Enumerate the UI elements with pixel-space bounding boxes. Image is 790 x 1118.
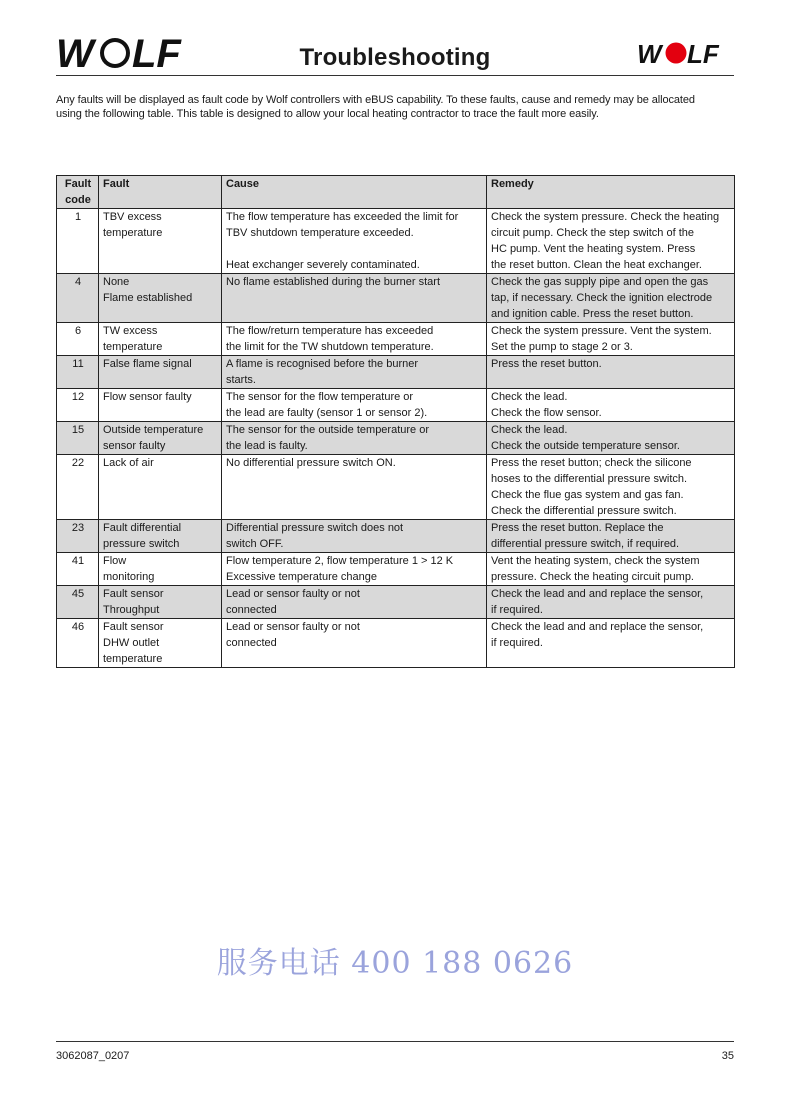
header-remedy: Remedy <box>487 176 735 209</box>
table-row <box>57 586 735 619</box>
table-header-row <box>57 176 735 209</box>
fault-code-cell: 6 <box>57 323 99 356</box>
remedy-line: Check the lead and and replace the sensor, <box>491 621 704 633</box>
table-row <box>57 520 735 553</box>
fault-cell <box>99 553 222 586</box>
intro-text <box>56 93 746 121</box>
remedy-line: hoses to the differential pressure switch. <box>491 473 688 485</box>
cause-line: A flame is recognised before the burner <box>226 358 419 370</box>
fault-code-cell: 15 <box>57 422 99 455</box>
cause-line: switch OFF. <box>226 538 284 550</box>
fault-line: Flow sensor faulty <box>103 391 192 403</box>
header-cause: Cause <box>222 176 487 209</box>
table-row <box>57 209 735 274</box>
cause-line: No differential pressure switch ON. <box>226 457 396 469</box>
remedy-line: pressure. Check the heating circuit pump. <box>491 571 694 583</box>
table-row <box>57 422 735 455</box>
fault-code-cell: 1 <box>57 209 99 274</box>
cause-cell <box>222 455 487 520</box>
intro-line-1: Any faults will be displayed as fault code by Wolf controllers with eBUS capability. To these faults, cause and remedy may be allocated <box>56 94 695 106</box>
remedy-line: the reset button. Clean the heat exchanger. <box>491 259 702 271</box>
cause-line: the limit for the TW shutdown temperature. <box>226 341 434 353</box>
remedy-cell <box>487 586 735 619</box>
fault-cell <box>99 274 222 323</box>
remedy-line: Check the differential pressure switch. <box>491 505 677 517</box>
cause-cell <box>222 553 487 586</box>
fault-cell <box>99 323 222 356</box>
fault-table <box>56 175 735 668</box>
cause-line: The flow/return temperature has exceeded <box>226 325 434 337</box>
cause-line: the lead are faulty (sensor 1 or sensor 2). <box>226 407 428 419</box>
fault-code-cell: 23 <box>57 520 99 553</box>
table-row <box>57 619 735 668</box>
fault-line: temperature <box>103 653 163 665</box>
remedy-line: Press the reset button. Replace the <box>491 522 664 534</box>
header-fault-code <box>57 176 99 209</box>
wolf-logo-red-letters-lf: LF <box>687 40 719 66</box>
cause-line: The flow temperature has exceeded the limit for <box>226 211 459 223</box>
fault-code-cell: 12 <box>57 389 99 422</box>
table-row <box>57 356 735 389</box>
header-rule <box>56 75 734 76</box>
fault-line: sensor faulty <box>103 440 166 452</box>
remedy-cell <box>487 422 735 455</box>
header-fault-code-line-2: code <box>65 194 91 206</box>
cause-line: No flame established during the burner start <box>226 276 441 288</box>
fault-code-cell: 46 <box>57 619 99 668</box>
fault-line: temperature <box>103 341 163 353</box>
remedy-line: Check the outside temperature sensor. <box>491 440 680 452</box>
fault-line: Throughput <box>103 604 160 616</box>
remedy-cell <box>487 274 735 323</box>
remedy-line: Check the system pressure. Check the heating <box>491 211 720 223</box>
remedy-line: Check the lead and and replace the sensor, <box>491 588 704 600</box>
wolf-logo-right <box>637 40 723 71</box>
fault-line: Flow <box>103 555 127 567</box>
remedy-cell <box>487 323 735 356</box>
fault-cell <box>99 455 222 520</box>
header-fault: Fault <box>99 176 222 209</box>
remedy-line: Check the flue gas system and gas fan. <box>491 489 684 501</box>
fault-line: Fault sensor <box>103 621 164 633</box>
remedy-line: Check the system pressure. Vent the system. <box>491 325 712 337</box>
table-row <box>57 389 735 422</box>
watermark-service-phone: 服务电话 400 188 0626 <box>216 946 574 981</box>
remedy-line: and ignition cable. Press the reset button. <box>491 308 694 320</box>
intro-line-2: using the following table. This table is designed to allow your local heating contractor to trace the fault more easily. <box>56 108 599 120</box>
fault-line: Fault differential <box>103 522 182 534</box>
document-number: 3062087_0207 <box>56 1050 130 1062</box>
fault-line: False flame signal <box>103 358 192 370</box>
cause-cell <box>222 422 487 455</box>
table-row <box>57 455 735 520</box>
fault-line: temperature <box>103 227 163 239</box>
fault-code-cell: 45 <box>57 586 99 619</box>
fault-line: monitoring <box>103 571 155 583</box>
cause-cell <box>222 619 487 668</box>
remedy-line: HC pump. Vent the heating system. Press <box>491 243 696 255</box>
fault-line: TBV excess <box>103 211 162 223</box>
cause-line: The sensor for the flow temperature or <box>226 391 414 403</box>
fault-line: DHW outlet <box>103 637 160 649</box>
cause-line: Excessive temperature change <box>226 571 378 583</box>
wolf-logo-red-letter-w: W <box>637 40 662 66</box>
remedy-cell <box>487 209 735 274</box>
table-row <box>57 274 735 323</box>
fault-cell <box>99 209 222 274</box>
remedy-cell <box>487 520 735 553</box>
wolf-logo-graphic-red <box>637 40 723 66</box>
fault-line: pressure switch <box>103 538 180 550</box>
table-row <box>57 553 735 586</box>
cause-line: Flow temperature 2, flow temperature 1 > 12 K <box>226 555 454 567</box>
remedy-line: Set the pump to stage 2 or 3. <box>491 341 633 353</box>
fault-cell <box>99 520 222 553</box>
fault-code-cell: 4 <box>57 274 99 323</box>
cause-cell <box>222 209 487 274</box>
cause-cell <box>222 520 487 553</box>
cause-cell <box>222 356 487 389</box>
cause-line: Lead or sensor faulty or not <box>226 588 360 600</box>
cause-line: the lead is faulty. <box>226 440 308 452</box>
remedy-cell <box>487 619 735 668</box>
fault-line: Fault sensor <box>103 588 164 600</box>
remedy-line: differential pressure switch, if required. <box>491 538 680 550</box>
fault-line: Lack of air <box>103 457 154 469</box>
page-number: 35 <box>721 1050 734 1062</box>
remedy-line: if required. <box>491 604 543 616</box>
fault-cell <box>99 619 222 668</box>
cause-cell <box>222 274 487 323</box>
wolf-logo-red-o <box>666 43 687 64</box>
remedy-line: Check the gas supply pipe and open the gas <box>491 276 709 288</box>
fault-code-cell: 41 <box>57 553 99 586</box>
fault-line: TW excess <box>103 325 158 337</box>
wolf-logo-letter-w: W <box>56 33 94 71</box>
remedy-line: Press the reset button; check the silicone <box>491 457 692 469</box>
fault-cell <box>99 586 222 619</box>
cause-line: connected <box>226 604 277 616</box>
cause-line: Lead or sensor faulty or not <box>226 621 360 633</box>
fault-table-body <box>57 209 735 668</box>
cause-cell <box>222 389 487 422</box>
cause-line <box>226 241 483 257</box>
remedy-line: Vent the heating system, check the system <box>491 555 700 567</box>
remedy-line: Check the lead. <box>491 391 568 403</box>
remedy-line: Press the reset button. <box>491 358 602 370</box>
remedy-line: Check the flow sensor. <box>491 407 602 419</box>
wolf-logo-letters-lf: LF <box>132 33 181 71</box>
page-title: Troubleshooting <box>299 44 491 71</box>
cause-cell <box>222 586 487 619</box>
fault-code-cell: 11 <box>57 356 99 389</box>
remedy-line: circuit pump. Check the step switch of the <box>491 227 694 239</box>
cause-line: starts. <box>226 374 256 386</box>
fault-cell <box>99 422 222 455</box>
fault-line: Outside temperature <box>103 424 204 436</box>
table-row <box>57 323 735 356</box>
remedy-line: Check the lead. <box>491 424 568 436</box>
cause-cell <box>222 323 487 356</box>
remedy-line: tap, if necessary. Check the ignition electrode <box>491 292 713 304</box>
fault-line: None <box>103 276 130 288</box>
fault-code-cell: 22 <box>57 455 99 520</box>
fault-cell <box>99 389 222 422</box>
footer-rule <box>56 1041 734 1042</box>
remedy-cell <box>487 356 735 389</box>
header-fault-code-line-1: Fault <box>64 178 92 190</box>
cause-line: connected <box>226 637 277 649</box>
remedy-line: if required. <box>491 637 543 649</box>
remedy-cell <box>487 389 735 422</box>
fault-cell <box>99 356 222 389</box>
cause-line: Differential pressure switch does not <box>226 522 404 534</box>
cause-line: TBV shutdown temperature exceeded. <box>226 227 414 239</box>
cause-line: Heat exchanger severely contaminated. <box>226 259 420 271</box>
cause-line: The sensor for the outside temperature or <box>226 424 429 436</box>
remedy-cell <box>487 455 735 520</box>
remedy-cell <box>487 553 735 586</box>
fault-line: Flame established <box>103 292 193 304</box>
